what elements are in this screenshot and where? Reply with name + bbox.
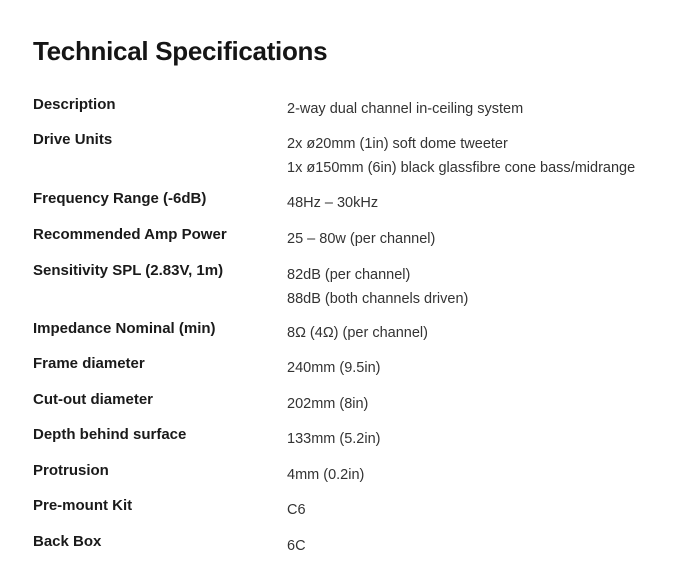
spec-value: C6: [287, 502, 306, 518]
spec-value: 133mm (5.2in): [287, 431, 381, 447]
spec-values: [287, 191, 378, 215]
spec-label: Frequency Range (-6dB): [33, 190, 207, 207]
spec-label: Recommended Amp Power: [33, 226, 227, 243]
spec-values: [287, 263, 468, 311]
spec-values: [287, 534, 306, 558]
spec-values: [287, 97, 523, 121]
spec-values: [287, 498, 306, 522]
spec-label: Back Box: [33, 533, 102, 550]
spec-label: Frame diameter: [33, 355, 145, 372]
spec-value: 4mm (0.2in): [287, 467, 365, 483]
spec-value: 240mm (9.5in): [287, 360, 381, 376]
spec-values: [287, 321, 428, 345]
spec-label: Protrusion: [33, 462, 109, 479]
spec-value: 1x ø150mm (6in) black glassfibre cone bass/midrange: [287, 160, 636, 176]
spec-value: 2x ø20mm (1in) soft dome tweeter: [287, 136, 508, 152]
page-title: Technical Specifications: [33, 36, 328, 66]
spec-value: 48Hz – 30kHz: [287, 195, 379, 211]
spec-values: [287, 427, 380, 451]
spec-label: Impedance Nominal (min): [33, 320, 216, 337]
spec-label: Sensitivity SPL (2.83V, 1m): [33, 262, 224, 279]
spec-values: [287, 392, 368, 416]
spec-value: 2-way dual channel in-ceiling system: [287, 101, 524, 117]
spec-label: Depth behind surface: [33, 426, 187, 443]
spec-value: 25 – 80w (per channel): [287, 231, 436, 247]
spec-label: Description: [33, 96, 116, 113]
spec-label: Drive Units: [33, 131, 113, 148]
spec-value: 82dB (per channel): [287, 267, 411, 283]
spec-values: [287, 132, 635, 180]
spec-label: Cut-out diameter: [33, 391, 153, 408]
spec-label: Pre-mount Kit: [33, 497, 133, 514]
spec-values: [287, 463, 364, 487]
spec-value: 6C: [287, 538, 306, 554]
spec-values: [287, 227, 435, 251]
spec-value: 88dB (both channels driven): [287, 291, 469, 307]
spec-value: 202mm (8in): [287, 396, 369, 412]
spec-values: [287, 356, 380, 380]
spec-value: 8Ω (4Ω) (per channel): [287, 325, 428, 341]
